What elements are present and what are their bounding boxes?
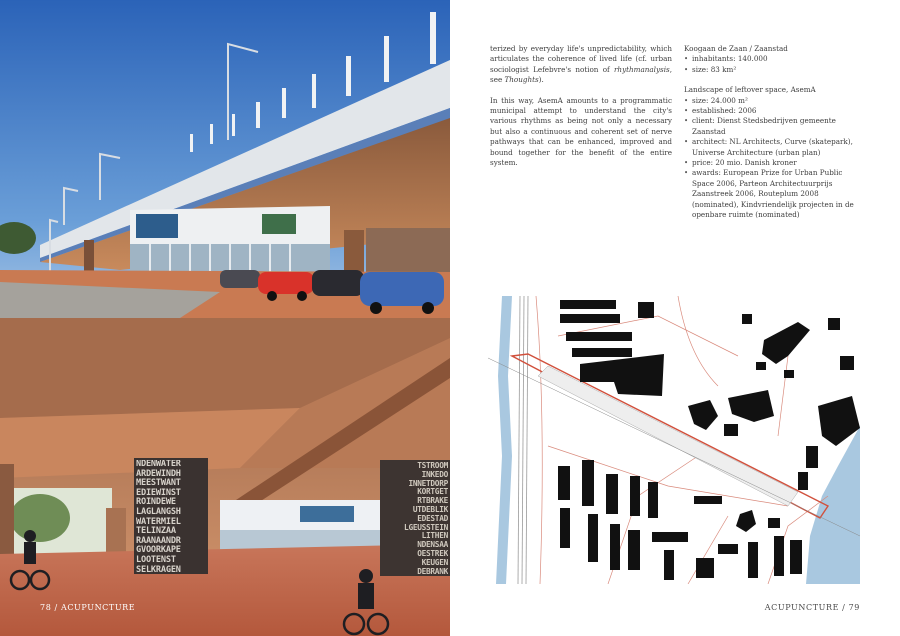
column-word: KEUGEN (421, 557, 448, 567)
site-plan (488, 296, 860, 584)
column-word: INKEDO (421, 469, 448, 479)
column-word: LGEUSSTEIN (404, 522, 448, 532)
column-word: ARDEWINDH (136, 468, 181, 479)
column-word: EDIEWINST (136, 487, 181, 498)
fact-heading-project: Landscape of leftover space, AsemA (684, 85, 816, 95)
photo-elevated-highway (0, 0, 450, 318)
fact-item: • inhabitants: 140.000 (684, 54, 862, 64)
column-word: MEESTWANT (136, 478, 181, 489)
fact-column (684, 44, 862, 231)
fact-item: • price: 20 mio. Danish kroner (684, 158, 862, 168)
column-word: NDENSAA (417, 540, 448, 550)
fact-item: • awards: European Prize for Urban Public Space 2006, Parteon Architectuurprijs Zaanstreek 2006, Routeplum 2008 (nominated), Kindvriendelijk projecten in de openbare ruimte (nominated) (684, 168, 862, 220)
column-word: SELKRAGEN (136, 564, 181, 575)
column-word: ROINDEWE (136, 497, 176, 508)
fact-list-city (684, 54, 862, 75)
text-column-a (490, 44, 672, 178)
column-word: LOOTENST (136, 554, 176, 565)
column-word: NDENWATER (136, 460, 181, 469)
column-word: INNETDORP (408, 478, 448, 488)
column-word: DEBRANK (417, 566, 448, 576)
fact-item: • size: 83 km² (684, 65, 862, 75)
column-word: UTDEBLIK (412, 504, 448, 514)
column-word: EDESTAD (417, 513, 448, 523)
column-words-right (382, 462, 448, 576)
column-word: WATERMIEL (136, 516, 181, 527)
folio-right: ACUPUNCTURE / 79 (764, 603, 860, 612)
highway-photo-drawing (0, 0, 450, 318)
site-plan-drawing (488, 296, 860, 584)
column-word: RAANAANDR (136, 535, 181, 546)
paragraph-1: terized by everyday life's unpredictability, which articulates the coherence of lived life (cf. urban sociologist Lefebvre's notion of rhythmanalysis, see Thoughts). (490, 44, 672, 85)
column-word: TELINZAA (136, 526, 176, 537)
paragraph-2: In this way, AsemA amounts to a programmatic municipal attempt to understand the city's various rhythms as being not only a necessary but also a continuous and coherent set of nerve pathways that can be enhanced, improved and bound together for the benefit of the entire system. (490, 95, 672, 168)
fact-item: • client: Dienst Stedsbedrijven gemeente Zaanstad (684, 116, 862, 137)
folio-left: 78 / ACUPUNCTURE (40, 603, 136, 612)
column-word: GVOORKAPE (136, 545, 181, 556)
photo-under-highway (0, 318, 450, 636)
column-words-left (136, 460, 206, 575)
column-word: TSTROOM (417, 462, 448, 470)
fact-item: • size: 24.000 m² (684, 96, 862, 106)
fact-item: • established: 2006 (684, 106, 862, 116)
fact-list-project (684, 96, 862, 221)
column-word: LAGLANGSH (136, 506, 181, 517)
column-word: OESTREK (417, 548, 448, 558)
column-word: KORTGET (417, 487, 448, 497)
column-word: RTBRAKE (417, 496, 448, 506)
fact-heading-city: Koogaan de Zaan / Zaanstad (684, 44, 788, 53)
column-word: LITHEN (421, 531, 448, 541)
fact-item: • architect: NL Architects, Curve (skatepark), Universe Architecture (urban plan) (684, 137, 862, 158)
